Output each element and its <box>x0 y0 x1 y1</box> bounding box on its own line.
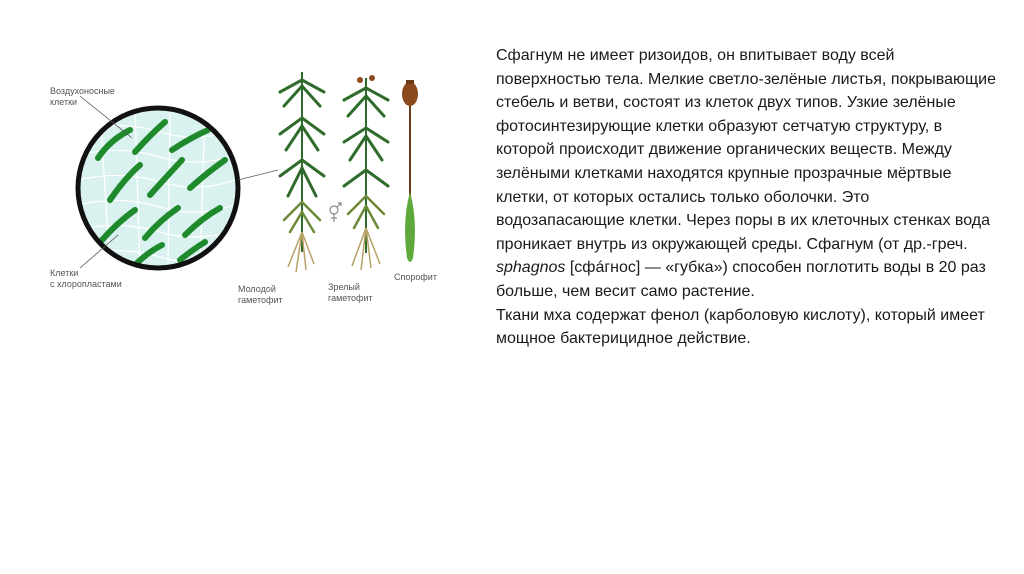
description-text <box>496 44 996 351</box>
sex-symbol-icon <box>330 203 341 222</box>
greek-word: sphagnos <box>496 259 566 277</box>
sphagnum-illustration <box>40 60 460 320</box>
sporophyte-drawing <box>402 80 418 262</box>
young-gametophyte-drawing <box>280 72 324 272</box>
cell-structure-circle <box>78 96 278 270</box>
paragraph-phenol: Ткани мха содержат фенол (карболовую кислоту), который имеет мощное бактерицидное действие. <box>496 306 985 348</box>
label-mature-gametophyte: Зрелый гаметофит <box>328 282 373 303</box>
paragraph-sphagnum: Сфагнум не имеет ризоидов, он впитывает воду всей поверхностью тела. Мелкие светло-зелёные листья, покрывающие стебель и ветви, состоят из клеток двух типов. Узкие зелёные фотосинтезирующие клетки образуют сетчатую структуру, в которой происходит движение органических веществ. Между зелёными клетками находятся крупные прозрачные мёртвые клетки, от которых остались только оболочки. Это водозапасающие клетки. Через поры в их клеточных стенках вода проникает внутрь из окружающей среды. Сфагнум (от др.-греч. sphagnos [сфáгнос] — «губка») способен поглотить воды в 20 раз больше, чем весит само растение. <box>496 47 996 300</box>
label-chloroplast-cells: Клетки с хлоропластами <box>50 268 122 289</box>
label-sporophyte: Спорофит <box>394 272 437 282</box>
mature-gametophyte-drawing <box>344 75 388 270</box>
label-air-cells: Воздухоносные клетки <box>50 86 115 107</box>
label-young-gametophyte: Молодой гаметофит <box>238 284 283 305</box>
